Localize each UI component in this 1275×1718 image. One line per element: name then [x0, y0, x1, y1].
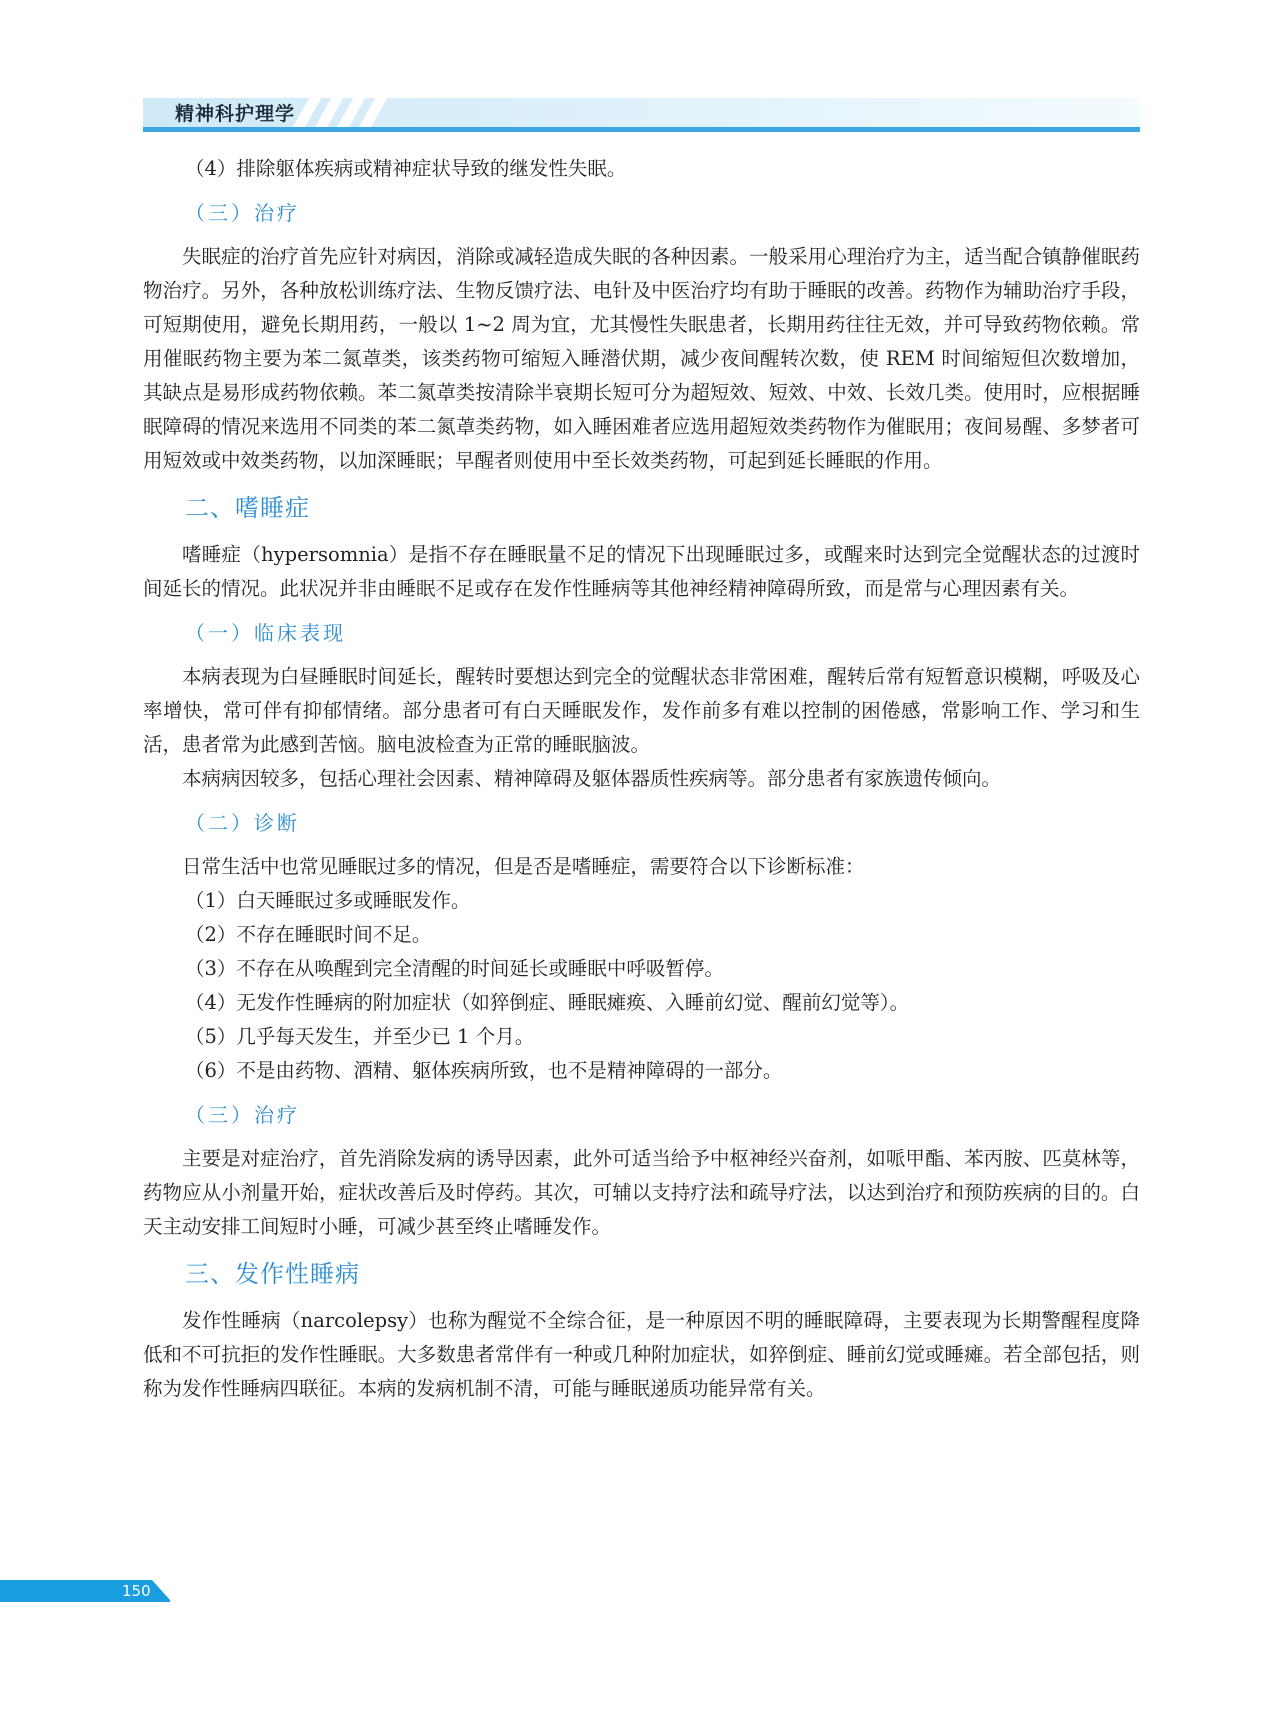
- list-item: （4）无发作性睡病的附加症状（如猝倒症、睡眠瘫痪、入睡前幻觉、醒前幻觉等）。: [185, 991, 910, 1014]
- list-item: （4）排除躯体疾病或精神症状导致的继发性失眠。: [185, 157, 627, 180]
- page-number: 150: [122, 1582, 151, 1600]
- list-item: （6）不是由药物、酒精、躯体疾病所致，也不是精神障碍的一部分。: [185, 1059, 783, 1082]
- subheading-clinical-manifestations: （一）临床表现: [185, 621, 346, 645]
- subheading-treatment-2: （三）治疗: [185, 1103, 300, 1127]
- paragraph-hypersomnia-definition: 嗜睡症（hypersomnia）是指不存在睡眠量不足的情况下出现睡眠过多，或醒来时达到完全觉醒状态的过渡时间延长的情况。此状况并非由睡眠不足或存在发作性睡病等其他神经精神障碍所致，而是常与心理因素有关。: [143, 543, 1140, 600]
- paragraph-hypersomnia-treatment: 主要是对症治疗，首先消除发病的诱导因素，此外可适当给予中枢神经兴奋剂，如哌甲酯、苯丙胺、匹莫林等，药物应从小剂量开始，症状改善后及时停药。其次，可辅以支持疗法和疏导疗法，以达到治疗和预防疾病的目的。白天主动安排工间短时小睡，可减少甚至终止嗜睡发作。: [143, 1147, 1140, 1238]
- paragraph-narcolepsy: 发作性睡病（narcolepsy）也称为醒觉不全综合征，是一种原因不明的睡眠障碍，主要表现为长期警醒程度降低和不可抗拒的发作性睡眠。大多数患者常伴有一种或几种附加症状，如猝倒症、睡前幻觉或睡瘫。若全部包括，则称为发作性睡病四联征。本病的发病机制不清，可能与睡眠递质功能异常有关。: [143, 1309, 1140, 1400]
- paragraph-diagnosis-intro: 日常生活中也常见睡眠过多的情况，但是否是嗜睡症，需要符合以下诊断标准：: [182, 855, 865, 878]
- subheading-diagnosis: （二）诊断: [185, 811, 300, 835]
- page-body: [143, 152, 1140, 1406]
- list-item: （1）白天睡眠过多或睡眠发作。: [185, 889, 471, 912]
- list-item: （5）几乎每天发生，并至少已 1 个月。: [185, 1025, 535, 1048]
- section-heading-hypersomnia: 二、嗜睡症: [185, 494, 310, 522]
- header-stripes-decoration: [290, 93, 400, 129]
- header-rule: [143, 127, 1140, 132]
- list-item: （2）不存在睡眠时间不足。: [185, 923, 432, 946]
- paragraph-etiology: 本病病因较多，包括心理社会因素、精神障碍及躯体器质性疾病等。部分患者有家族遗传倾向。: [182, 767, 1002, 790]
- section-heading-narcolepsy: 三、发作性睡病: [185, 1260, 360, 1288]
- paragraph-clinical-manifestations: 本病表现为白昼睡眠时间延长，醒转时要想达到完全的觉醒状态非常困难，醒转后常有短暂意识模糊，呼吸及心率增快，常可伴有抑郁情绪。部分患者可有白天睡眠发作，发作前多有难以控制的困倦感，常影响工作、学习和生活，患者常为此感到苦恼。脑电波检查为正常的睡眠脑波。: [143, 665, 1140, 756]
- book-title: 精神科护理学: [175, 103, 296, 125]
- running-header: [143, 92, 1140, 132]
- subheading-treatment: （三）治疗: [185, 201, 300, 225]
- list-item: （3）不存在从唤醒到完全清醒的时间延长或睡眠中呼吸暂停。: [185, 957, 724, 980]
- paragraph-insomnia-treatment: 失眠症的治疗首先应针对病因，消除或减轻造成失眠的各种因素。一般采用心理治疗为主，适当配合镇静催眠药物治疗。另外，各种放松训练疗法、生物反馈疗法、电针及中医治疗均有助于睡眠的改善。药物作为辅助治疗手段，可短期使用，避免长期用药，一般以 1~2 周为宜，尤其慢性失眠患者，长期用药往往无效，并可导致药物依赖。常用催眠药物主要为苯二氮䓬类，该类药物可缩短入睡潜伏期，减少夜间醒转次数，使 REM 时间缩短但次数增加，其缺点是易形成药物依赖。苯二氮䓬类按清除半衰期长短可分为超短效、短效、中效、长效几类。使用时，应根据睡眠障碍的情况来选用不同类的苯二氮䓬类药物，如入睡困难者应选用超短效类药物作为催眠用；夜间易醒、多梦者可用短效或中效类药物，以加深睡眠；早醒者则使用中至长效类药物，可起到延长睡眠的作用。: [143, 245, 1140, 472]
